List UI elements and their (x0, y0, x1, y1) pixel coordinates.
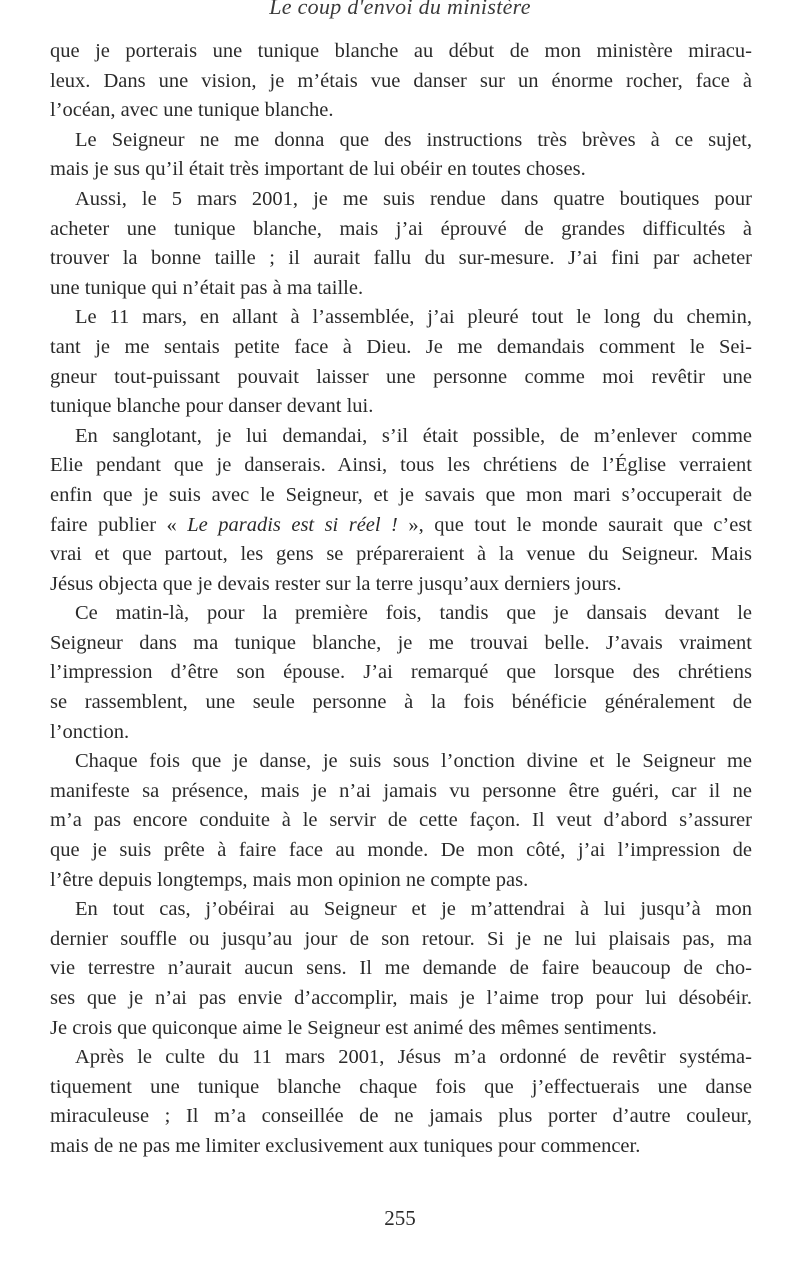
text-line: l’onction. (50, 720, 130, 743)
paragraph (50, 747, 752, 895)
text-line: tunique blanche pour danser devant lui. (50, 395, 374, 418)
paragraph (50, 1043, 752, 1161)
page-number: 255 (384, 1206, 416, 1230)
text-line: Seigneur dans ma tunique blanche, je me trouvai belle. J’avais vraiment (50, 631, 752, 654)
text-line: Après le culte du 11 mars 2001, Jésus m’a ordonné de revêtir systéma- (75, 1046, 752, 1069)
text-line: Je crois que quiconque aime le Seigneur est animé des mêmes sentiments. (50, 1016, 657, 1039)
text-line: ses que je n’ai pas envie d’accomplir, mais je l’aime trop pour lui désobéir. (50, 987, 752, 1009)
text-line: Chaque fois que je danse, je suis sous l’onction divine et le Seigneur me (75, 750, 752, 773)
text-line: faire publier « Le paradis est si réel ! », que tout le monde saurait que c’est (50, 513, 752, 536)
paragraph (50, 303, 752, 421)
paragraph (50, 37, 752, 126)
text-line: manifeste sa présence, mais je n’ai jamais vu personne être guéri, car il ne (50, 779, 752, 802)
paragraph (50, 599, 752, 747)
text-line: Ce matin-là, pour la première fois, tandis que je dansais devant le (75, 602, 752, 625)
paragraph (50, 422, 752, 600)
text-line: gneur tout-puissant pouvait laisser une personne comme moi revêtir une (50, 365, 752, 388)
text-line: tant je me sentais petite face à Dieu. Je me demandais comment le Sei- (50, 335, 752, 358)
text-line: que je porterais une tunique blanche au début de mon ministère miracu- (50, 40, 752, 62)
paragraph (50, 185, 752, 303)
text-line: tiquement une tunique blanche chaque fois que j’effectuerais une danse (50, 1075, 752, 1098)
text-line: m’a pas encore conduite à le servir de cette façon. Il veut d’abord s’assurer (50, 809, 752, 832)
text-line: En sanglotant, je lui demandai, s’il était possible, de m’enlever comme (75, 424, 752, 447)
text-line: Le Seigneur ne me donna que des instructions très brèves à ce sujet, (75, 128, 752, 151)
text-line: leux. Dans une vision, je m’étais vue danser sur un énorme rocher, face à (50, 69, 752, 92)
text-line: acheter une tunique blanche, mais j’ai éprouvé de grandes difficultés à (50, 217, 752, 240)
text-line: mais je sus qu’il était très important de lui obéir en toutes choses. (50, 158, 586, 181)
text-line: vie terrestre n’aurait aucun sens. Il me demande de faire beaucoup de cho- (50, 957, 752, 980)
text-line: En tout cas, j’obéirai au Seigneur et je m’attendrai à lui jusqu’à mon (75, 898, 752, 921)
text-line: l’océan, avec une tunique blanche. (50, 99, 334, 122)
text-line: mais de ne pas me limiter exclusivement aux tuniques pour commencer. (50, 1134, 641, 1157)
text-line: Jésus objecta que je devais rester sur la terre jusqu’aux derniers jours. (50, 572, 622, 595)
text-line: Elie pendant que je danserais. Ainsi, tous les chrétiens de l’Église verraient (50, 454, 752, 477)
body-text (50, 37, 752, 1162)
text-line: se rassemblent, une seule personne à la fois bénéficie généralement de (50, 691, 752, 714)
text-line: l’impression d’être son épouse. J’ai remarqué que lorsque des chrétiens (50, 661, 752, 684)
text-line: l’être depuis longtemps, mais mon opinion ne compte pas. (50, 868, 529, 891)
text-line: vrai et que partout, les gens se prépareraient à la venue du Seigneur. Mais (50, 543, 752, 566)
text-line: une tunique qui n’était pas à ma taille. (50, 276, 364, 299)
text-line: miraculeuse ; Il m’a conseillée de ne jamais plus porter d’autre couleur, (50, 1105, 752, 1128)
text-line: Le 11 mars, en allant à l’assemblée, j’ai pleuré tout le long du chemin, (75, 306, 752, 329)
book-title: Le paradis est si réel ! (187, 513, 398, 536)
running-header: Le coup d'envoi du ministère (269, 0, 531, 19)
paragraph (50, 895, 752, 1043)
text-line: trouver la bonne taille ; il aurait fallu du sur-mesure. J’ai fini par acheter (50, 247, 752, 270)
paragraph (50, 126, 752, 185)
text-line: enfin que je suis avec le Seigneur, et je savais que mon mari s’occuperait de (50, 483, 752, 506)
text-line: Aussi, le 5 mars 2001, je me suis rendue dans quatre boutiques pour (75, 187, 752, 210)
text-line: dernier souffle ou jusqu’au jour de son retour. Si je ne lui plaisais pas, ma (50, 927, 752, 950)
text-line: que je suis prête à faire face au monde. De mon côté, j’ai l’impression de (50, 839, 752, 862)
